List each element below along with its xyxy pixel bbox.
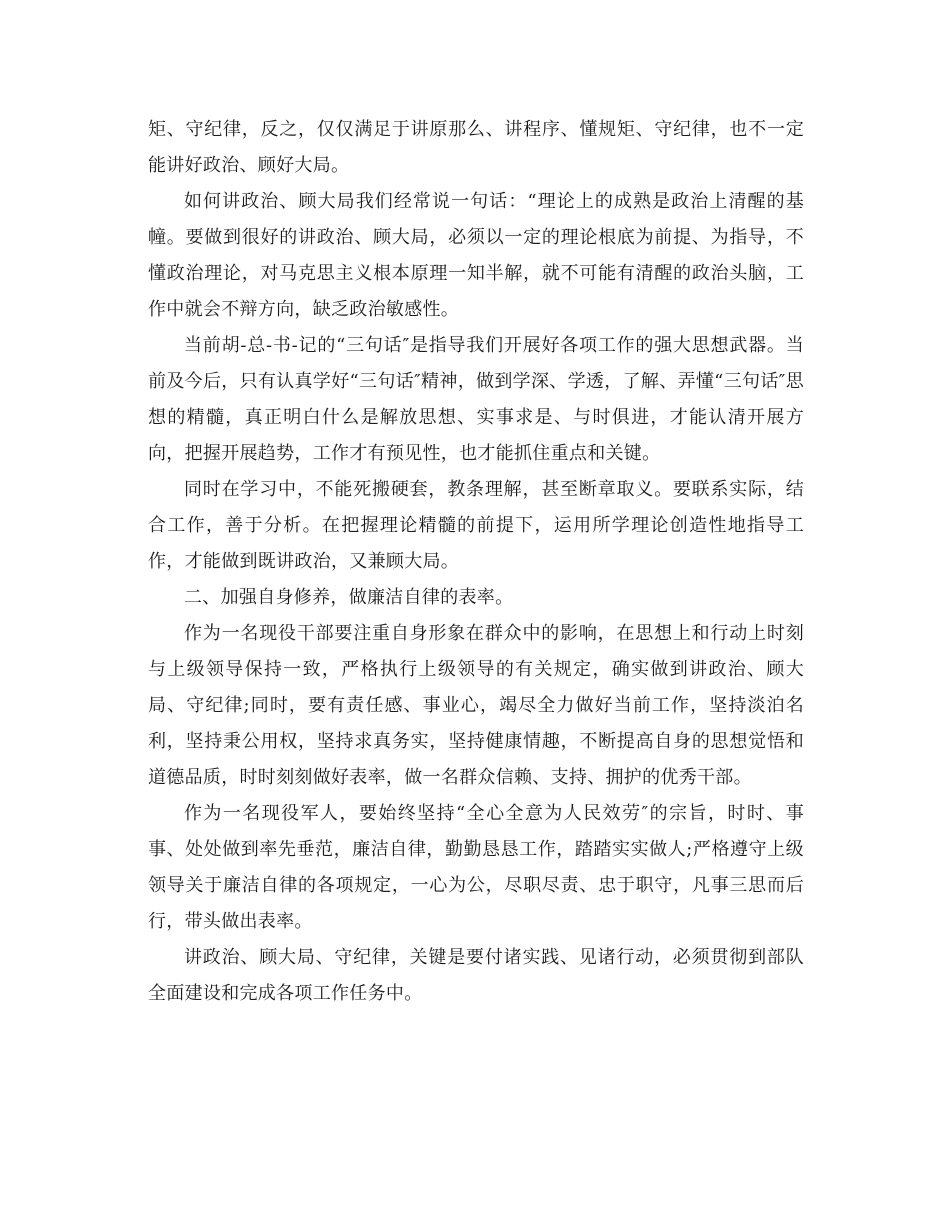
- paragraph-2: 如何讲政治、顾大局我们经常说一句话：“理论上的成熟是政治上清醒的基幢。要做到很好的讲政治、顾大局，必须以一定的理论根底为前提、为指导，不懂政治理论，对马克思主义根本原理一知半解，就不可能有清醒的政治头脑，工作中就会不辩方向，缺乏政治敏感性。: [148, 191, 804, 320]
- paragraph-4: 同时在学习中，不能死搬硬套，教条理解，甚至断章取义。要联系实际，结合工作，善于分析。在把握理论精髓的前提下，运用所学理论创造性地指导工作，才能做到既讲政治，又兼顾大局。: [148, 479, 804, 572]
- section-heading-2: 二、加强自身修养，做廉洁自律的表率。: [184, 587, 514, 608]
- paragraph-6: 作为一名现役军人，要始终坚持“全心全意为人民效劳″的宗旨，时时、事事、处处做到率先垂范，廉洁自律，勤勤恳恳工作，踏踏实实做人;严格遵守上级领导关于廉洁自律的各项规定，一心为公，尽职尽责、忠于职守，凡事三思而后行，带头做出表率。: [148, 803, 804, 932]
- paragraph-1: 矩、守纪律，反之，仅仅满足于讲原那么、讲程序、懂规矩、守纪律，也不一定能讲好政治、顾好大局。: [148, 119, 804, 176]
- paragraph-5: 作为一名现役干部要注重自身形象在群众中的影响，在思想上和行动上时刻与上级领导保持一致，严格执行上级领导的有关规定，确实做到讲政治、顾大局、守纪律;同时，要有责任感、事业心，竭尽全力做好当前工作，坚持淡泊名利，坚持秉公用权，坚持求真务实，坚持健康情趣，不断提高自身的思想觉悟和道德品质，时时刻刻做好表率，做一名群众信赖、支持、拥护的优秀干部。: [148, 623, 804, 788]
- paragraph-3: 当前胡-总-书-记的“三句话″是指导我们开展好各项工作的强大思想武器。当前及今后，只有认真学好“三句话″精神，做到学深、学透，了解、弄懂“三句话″思想的精髓，真正明白什么是解放思想、实事求是、与时俱进，才能认清开展方向，把握开展趋势，工作才有预见性，也才能抓住重点和关键。: [148, 335, 804, 464]
- paragraph-7: 讲政治、顾大局、守纪律，关键是要付诸实践、见诸行动，必须贯彻到部队全面建设和完成各项工作任务中。: [148, 947, 804, 1004]
- document-body: [148, 112, 804, 1012]
